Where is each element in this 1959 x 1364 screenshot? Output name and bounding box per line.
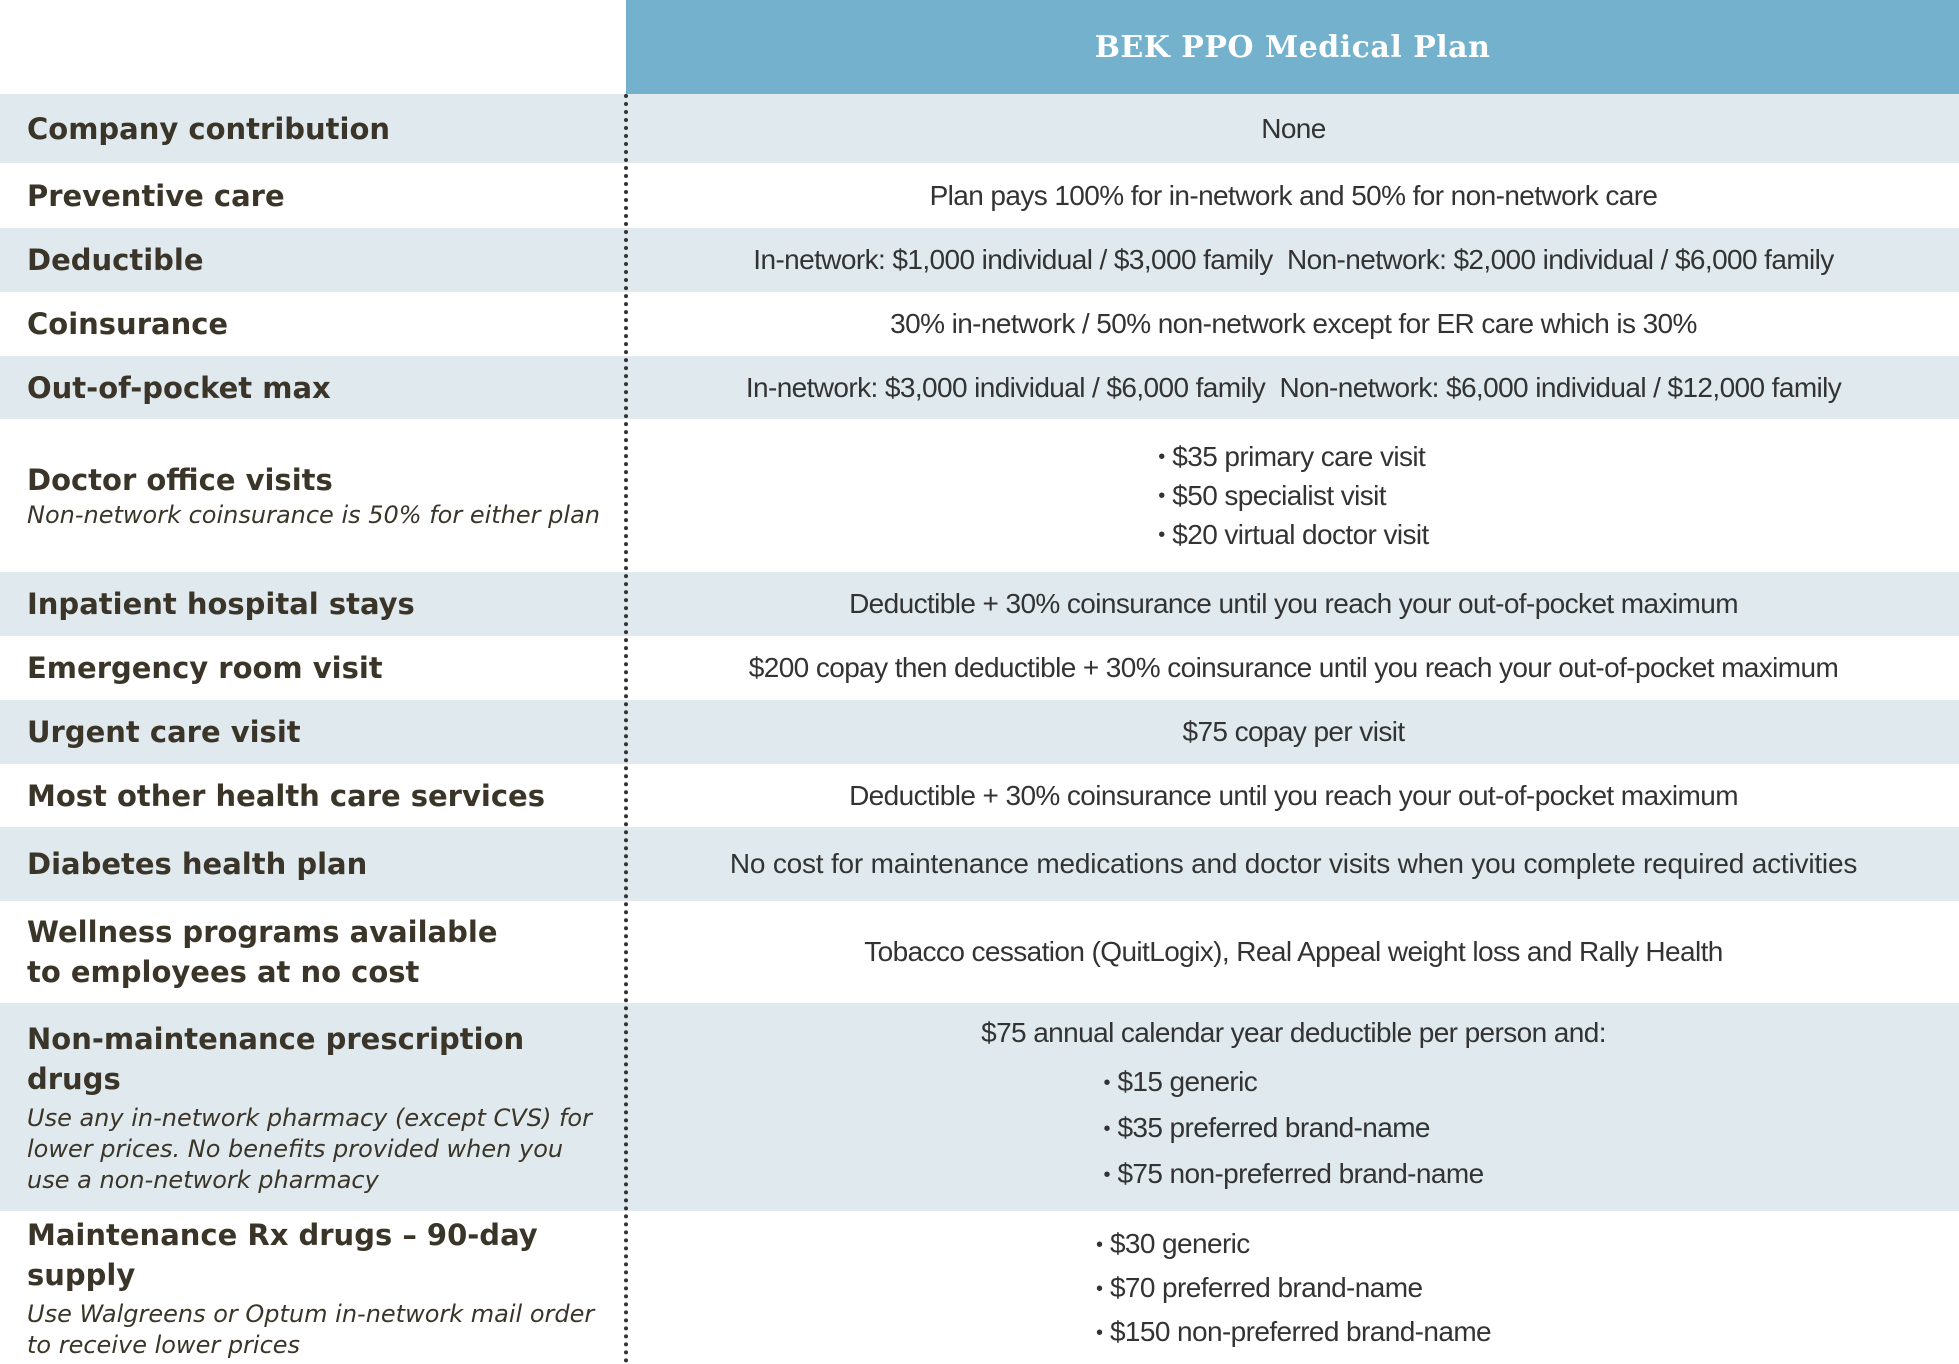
row-label: Urgent care visit [27, 715, 301, 749]
plan-name: BEK PPO Medical Plan [1094, 29, 1491, 65]
row-label: Emergency room visit [27, 651, 383, 685]
table-row [0, 292, 1959, 356]
row-label: Inpatient hospital stays [27, 587, 415, 621]
row-value: $75 copay per visit [1182, 716, 1405, 747]
table-row [0, 764, 1959, 827]
bullet-list [1103, 1059, 1483, 1197]
table-row [0, 356, 1959, 419]
row-value: Deductible + 30% coinsurance until you reach your out-of-pocket maximum [849, 779, 1738, 811]
row-label: Most other health care services [27, 778, 545, 813]
row-value: None [1261, 112, 1326, 144]
list-item: • $70 preferred brand-name [1096, 1266, 1491, 1310]
table-row [0, 636, 1959, 700]
row-value: Deductible + 30% coinsurance until you reach your out-of-pocket maximum [849, 588, 1738, 619]
row-intro: $75 annual calendar year deductible per person and: [981, 1017, 1606, 1048]
list-item: • $150 non-preferred brand-name [1096, 1310, 1491, 1354]
list-item: • $30 generic [1096, 1222, 1491, 1266]
row-label: Preventive care [27, 178, 285, 213]
row-value: Tobacco cessation (QuitLogix), Real Appeal weight loss and Rally Health [864, 936, 1723, 967]
row-label: Out-of-pocket max [27, 370, 331, 405]
row-label: Company contribution [27, 111, 391, 146]
bullet-list [1096, 1222, 1491, 1354]
column-divider [624, 94, 628, 1364]
table-row [0, 1211, 1959, 1364]
row-value: No cost for maintenance medications and doctor visits when you complete required activities [729, 848, 1858, 879]
row-value: In-network: $3,000 individual / $6,000 family Non-network: $6,000 individual / $12,000 family [745, 371, 1842, 403]
list-item: • $35 primary care visit [1158, 437, 1428, 476]
list-item: • $15 generic [1103, 1059, 1483, 1105]
row-label: Diabetes health plan [27, 847, 368, 881]
table-row [0, 163, 1959, 228]
row-label: Coinsurance [27, 307, 229, 341]
row-note-line: Use Walgreens or Optum in-network mail order [27, 1299, 595, 1328]
table-row [0, 1003, 1959, 1211]
table-row [0, 700, 1959, 764]
row-label: Doctor office visits [27, 463, 333, 497]
table-row [0, 94, 1959, 163]
row-value: In-network: $1,000 individual / $3,000 family Non-network: $2,000 individual / $6,000 family [753, 244, 1834, 275]
row-label: Non-maintenance prescription drugs [27, 1021, 525, 1096]
list-item: • $50 specialist visit [1158, 476, 1428, 515]
row-value: Plan pays 100% for in-network and 50% for non-network care [929, 179, 1658, 211]
row-label-line: Wellness programs available [27, 915, 498, 949]
row-label: Deductible [27, 243, 204, 277]
row-note-line: Use any in-network pharmacy (except CVS) for [27, 1103, 592, 1132]
list-item: • $20 virtual doctor visit [1158, 515, 1428, 554]
row-note-line: to receive lower prices [27, 1330, 301, 1359]
row-label-line: to employees at no cost [27, 955, 420, 989]
list-item: • $75 non-preferred brand-name [1103, 1151, 1483, 1197]
row-value: 30% in-network / 50% non-network except for ER care which is 30% [890, 308, 1697, 339]
table-row [0, 228, 1959, 292]
table-row [0, 572, 1959, 636]
row-note-line: lower prices. No benefits provided when you [27, 1134, 564, 1163]
table-row [0, 419, 1959, 572]
row-note-line: use a non-network pharmacy [27, 1165, 379, 1194]
bullet-list [1158, 437, 1428, 554]
table-row [0, 901, 1959, 1003]
row-note: Non-network coinsurance is 50% for either plan [27, 501, 600, 529]
list-item: • $35 preferred brand-name [1103, 1105, 1483, 1151]
row-value: $200 copay then deductible + 30% coinsurance until you reach your out-of-pocket maximum [748, 652, 1839, 683]
plan-header [626, 0, 1959, 94]
table-row [0, 827, 1959, 901]
row-label: Maintenance Rx drugs – 90-day supply [27, 1217, 538, 1292]
